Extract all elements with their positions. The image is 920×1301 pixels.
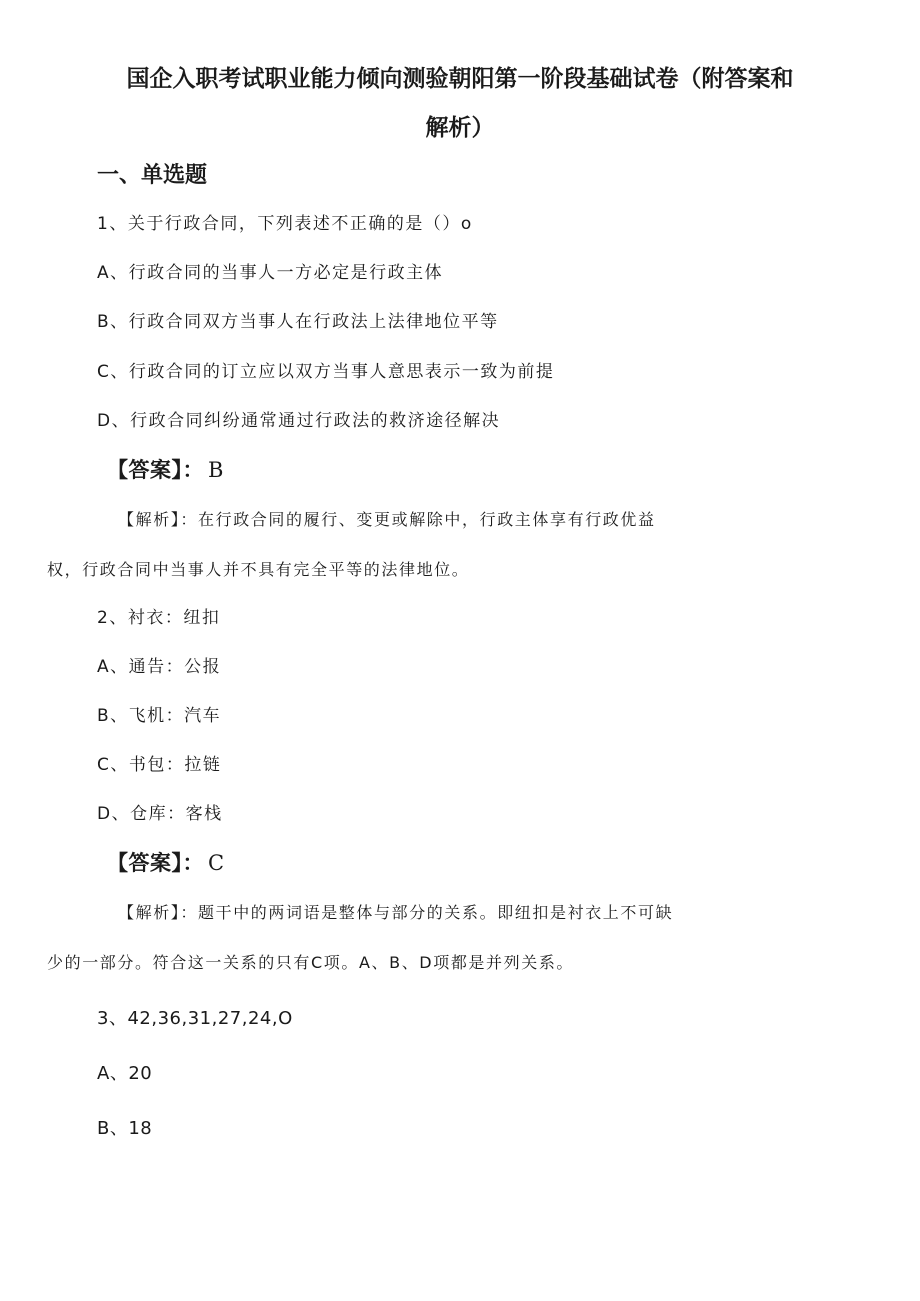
question-1-answer	[107, 460, 224, 481]
question-2-stem: 2、衬衣：纽扣	[97, 608, 221, 628]
question-2-option-c: C、书包：拉链	[97, 755, 222, 775]
answer-value: C	[208, 851, 225, 875]
question-1-stem: 1、关于行政合同，下列表述不正确的是（）o	[97, 214, 473, 234]
question-2-answer	[107, 853, 225, 874]
question-2-analysis-line-2: 少的一部分。符合这一关系的只有C项。A、B、D项都是并列关系。	[47, 953, 575, 972]
section-heading: 一、单选题	[97, 163, 208, 188]
question-2-option-d: D、仓库：客栈	[97, 804, 223, 824]
question-2-analysis-line-1: 【解析】：题干中的两词语是整体与部分的关系。即纽扣是衬衣上不可缺	[118, 903, 674, 922]
question-2-option-b: B、飞机：汽车	[97, 706, 222, 726]
question-1-analysis-line-1: 【解析】：在行政合同的履行、变更或解除中，行政主体享有行政优益	[118, 510, 656, 529]
question-3-option-a: A、20	[97, 1063, 153, 1084]
question-3-option-b: B、18	[97, 1118, 153, 1139]
question-1-option-c: C、行政合同的订立应以双方当事人意思表示一致为前提	[97, 362, 555, 382]
answer-label: 【答案】：	[107, 458, 204, 482]
question-1-option-d: D、行政合同纠纷通常通过行政法的救济途径解决	[97, 411, 501, 431]
question-1-option-b: B、行政合同双方当事人在行政法上法律地位平等	[97, 312, 499, 332]
question-3-stem: 3、42,36,31,27,24,O	[97, 1008, 293, 1029]
document-title-line-2: 解析）	[425, 115, 495, 141]
answer-value: B	[208, 458, 224, 482]
question-2-option-a: A、通告：公报	[97, 657, 222, 677]
document-title-line-1: 国企入职考试职业能力倾向测验朝阳第一阶段基础试卷（附答案和	[126, 66, 794, 92]
answer-label: 【答案】：	[107, 851, 204, 875]
question-1-analysis-line-2: 权，行政合同中当事人并不具有完全平等的法律地位。	[47, 560, 470, 579]
question-1-option-a: A、行政合同的当事人一方必定是行政主体	[97, 263, 444, 283]
